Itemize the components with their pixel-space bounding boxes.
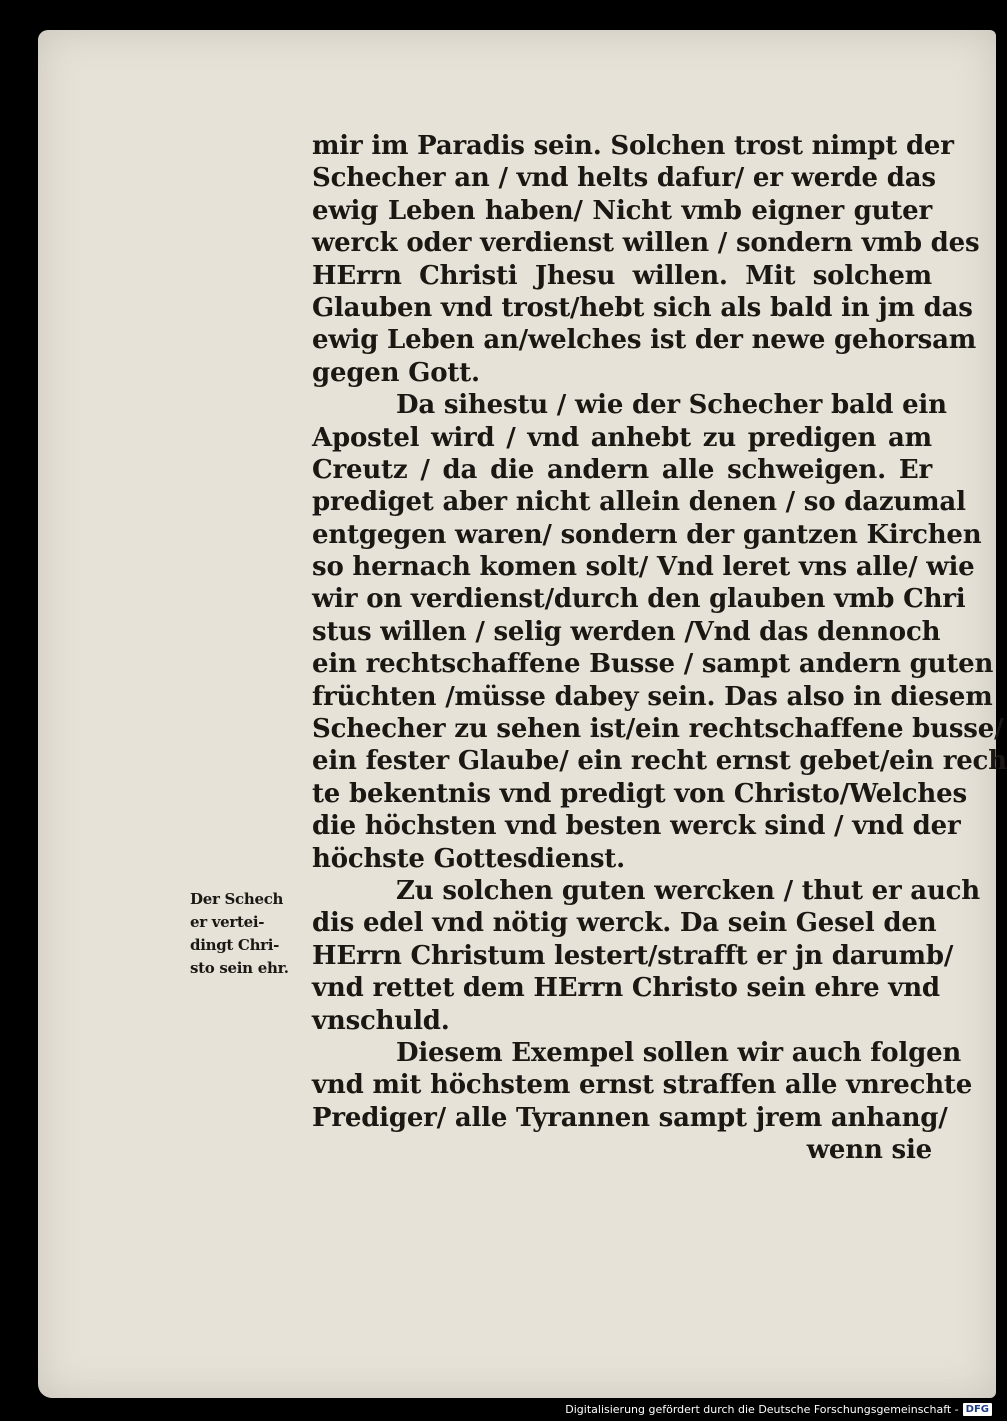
text-line: höchste Gottesdienst. <box>312 843 625 874</box>
text-line: ewig Leben haben/ Nicht vmb eigner guter <box>312 195 932 226</box>
text-line: ein fester Glaube/ ein recht ernst gebet/ein rech <box>312 746 1007 777</box>
text-line: so hernach komen solt/ Vnd leret vns alle/ wie <box>312 552 975 583</box>
text-line: HErrn Christi Jhesu willen. Mit solchem <box>312 260 932 291</box>
margin-note-line: sto sein ehr. <box>190 959 289 977</box>
text-line: wir on verdienst/durch den glauben vmb Chri <box>312 584 966 615</box>
text-line: Apostel wird / vnd anhebt zu predigen am <box>312 422 932 453</box>
text-line: stus willen / selig werden /Vnd das dennoch <box>312 616 941 647</box>
text-line: Creutz / da die andern alle schweigen. Er <box>312 454 932 485</box>
margin-note <box>190 888 316 980</box>
digitization-footer <box>565 1401 992 1417</box>
text-line: Diesem Exempel sollen wir auch folgen <box>396 1037 962 1068</box>
text-line: Schecher zu sehen ist/ein rechtschaffene busse/ <box>312 714 1004 745</box>
text-line: vnschuld. <box>312 1005 450 1036</box>
page-body-text <box>312 130 1007 1167</box>
margin-note-line: er vertei- <box>190 913 265 931</box>
text-line: ein rechtschaffene Busse / sampt andern guten <box>312 649 994 680</box>
margin-note-line: dingt Chri- <box>190 936 280 954</box>
text-line: Schecher an / vnd helts dafur/ er werde das <box>312 163 936 194</box>
text-line: prediget aber nicht allein denen / so dazumal <box>312 487 966 518</box>
text-line: dis edel vnd nötig werck. Da sein Gesel den <box>312 908 937 939</box>
text-line: mir im Paradis sein. Solchen trost nimpt der <box>312 131 954 161</box>
text-line: HErrn Christum lestert/strafft er jn darumb/ <box>312 940 954 971</box>
text-line: te bekentnis vnd predigt von Christo/Welches <box>312 778 967 809</box>
dfg-logo: DFG <box>963 1403 992 1416</box>
text-line: gegen Gott. <box>312 357 480 388</box>
margin-note-line: Der Schech <box>190 890 284 908</box>
text-line: Prediger/ alle Tyrannen sampt jrem anhang/ <box>312 1102 948 1133</box>
text-line: früchten /müsse dabey sein. Das also in diesem <box>312 681 993 712</box>
text-line: entgegen waren/ sondern der gantzen Kirchen <box>312 519 982 550</box>
text-line: Zu solchen guten wercken / thut er auch <box>396 875 980 906</box>
text-line: vnd mit höchstem ernst straffen alle vnrechte <box>312 1070 973 1101</box>
text-line: Glauben vnd trost/hebt sich als bald in jm das <box>312 292 973 323</box>
text-line: ewig Leben an/welches ist der newe gehorsam <box>312 325 977 356</box>
footer-credit-text: Digitalisierung gefördert durch die Deutsche Forschungsgemeinschaft - <box>565 1402 959 1416</box>
text-line: die höchsten vnd besten werck sind / vnd der <box>312 811 961 842</box>
text-line: vnd rettet dem HErrn Christo sein ehre vnd <box>312 973 940 1004</box>
text-line: werck oder verdienst willen / sondern vmb des <box>312 228 980 259</box>
text-line: Da sihestu / wie der Schecher bald ein <box>396 390 947 421</box>
text-line: wenn sie <box>806 1135 932 1166</box>
